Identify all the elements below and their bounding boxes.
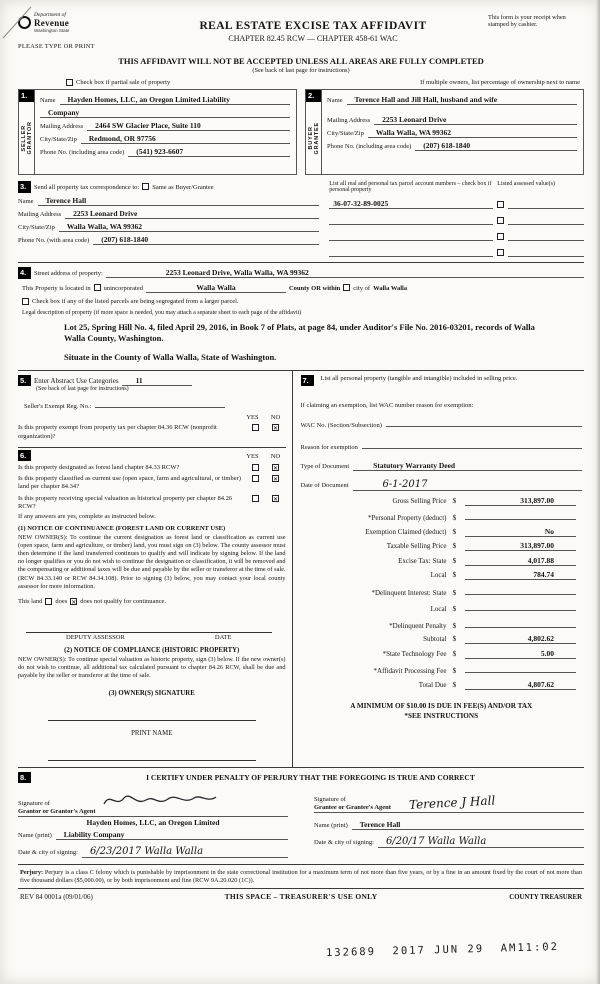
assessed-value-line xyxy=(508,247,584,257)
form-subtitle: CHAPTER 82.45 RCW — CHAPTER 458-61 WAC xyxy=(228,34,398,43)
buyer-csz-row xyxy=(327,128,577,138)
wac-row xyxy=(301,417,583,429)
doc-type-value: Statutory Warranty Deed xyxy=(353,461,582,471)
money-row-gross xyxy=(301,496,583,506)
parcel-number-line xyxy=(329,215,493,225)
buyer-word: BUYER xyxy=(307,126,314,150)
historic-no-checkbox: ✕ xyxy=(273,495,279,503)
seller-address-value: 2464 SW Glacier Place, Suite 110 xyxy=(87,121,290,131)
buyer-csz-label: City/State/Zip xyxy=(327,130,364,137)
grantee-signature xyxy=(395,794,584,812)
notice2-text: NEW OWNER(S): To continue special valuation as historic property, sign (3) below. If the new owner(s) do not wish to continue, all additional tax calculated pursuant to chapter 84.26 RCW, shall be due and payable by the seller or transferor at the time of sale. xyxy=(18,655,286,680)
header-left xyxy=(18,12,138,50)
forest-yes-cell xyxy=(246,464,266,471)
seller-name-value: Hayden Homes, LLC, an Oregon Limited Liability xyxy=(60,95,290,105)
subtotal-value: 4,802.62 xyxy=(465,634,577,644)
no-header: NO xyxy=(270,414,281,422)
left-column xyxy=(18,371,293,767)
personal-property-checkbox xyxy=(497,233,504,240)
affidavit-processing-fee-label: *Affidavit Processing Fee xyxy=(373,667,447,676)
forest-question-row xyxy=(18,464,286,472)
county-treasurer-label: COUNTY TREASURER xyxy=(509,894,582,902)
corr-phone-row xyxy=(18,235,319,245)
grantee-signature-label xyxy=(314,796,391,812)
seller-phone-label: Phone No. (including area code) xyxy=(40,149,125,156)
deputy-labels xyxy=(18,633,286,641)
parcel-number-line xyxy=(329,247,493,257)
section-2-number: 2. xyxy=(306,90,321,102)
see-instructions: *SEE INSTRUCTIONS xyxy=(404,711,479,720)
currency-sign: $ xyxy=(452,679,457,689)
top-row xyxy=(66,79,580,86)
middle-columns xyxy=(18,371,584,768)
partial-sale xyxy=(66,79,170,86)
assessed-value-line xyxy=(508,231,584,241)
grantee-word: GRANTEE xyxy=(313,121,320,154)
taxable-label: Taxable Selling Price xyxy=(386,542,447,551)
forest-yes-checkbox xyxy=(252,464,259,471)
located-mid: County OR within xyxy=(288,284,341,292)
forest-no-cell xyxy=(266,464,286,471)
exempt-yes-cell xyxy=(246,424,266,431)
corr-address-row xyxy=(18,209,319,219)
located-pre: This Property is located in xyxy=(22,284,91,292)
situate-text: Situate in the County of Walla Walla, State of Washington. xyxy=(64,352,277,363)
grantor-date-row xyxy=(18,846,288,858)
money-row-penalty xyxy=(301,618,583,630)
segregate-checkbox xyxy=(22,298,29,305)
currency-sign: $ xyxy=(452,620,457,630)
section-6-header xyxy=(18,450,286,462)
currency-sign: $ xyxy=(452,555,457,565)
grantee-name-print-value: Terence Hall xyxy=(352,820,584,830)
money-row-processing-fee xyxy=(301,663,583,675)
exempt-yes-checkbox xyxy=(252,424,259,431)
buyer-address-row xyxy=(327,115,577,125)
parcel-row xyxy=(329,231,584,241)
section-5-number: 5. xyxy=(18,375,31,387)
form-rev-number: REV 84 0001a (09/01/06) xyxy=(20,893,93,902)
grantor-date-label: Date & city of signing: xyxy=(18,849,78,856)
grantee-signature-row xyxy=(314,789,584,813)
seller-csz-row xyxy=(40,134,290,144)
section-4 xyxy=(18,263,584,371)
seller-address-label: Mailing Address xyxy=(40,123,84,130)
section-3 xyxy=(18,181,584,263)
personal-property-checkbox xyxy=(497,201,504,208)
current-use-no-cell xyxy=(266,475,286,482)
grantee-signature-text: Terence J Hall xyxy=(408,793,496,812)
exempt-no-checkbox: ✕ xyxy=(273,425,279,433)
legal-description-text: Lot 25, Spring Hill No. 4, filed April 29, 2016, in Book 7 of Plats, at page 84, under Auditor's File No. 2016-03201, records of Walla Walla County, Washington. xyxy=(64,321,535,343)
current-use-yes-checkbox xyxy=(252,475,259,482)
historic-yes-checkbox xyxy=(252,495,259,502)
unincorporated-label: unincorporated xyxy=(103,284,143,292)
section-7-number: 7. xyxy=(301,375,314,387)
parcel-row xyxy=(329,247,584,257)
corr-csz-row xyxy=(18,222,319,232)
city-checkbox xyxy=(343,284,350,291)
currency-sign: $ xyxy=(452,666,457,676)
seller-fields xyxy=(35,90,296,174)
delinquent-interest-local-label: Local xyxy=(430,605,447,614)
section-8-header xyxy=(18,772,584,784)
state-tech-fee-label: *State Technology Fee xyxy=(382,649,447,658)
section-3-parcels xyxy=(329,181,584,257)
section-8-number: 8. xyxy=(18,772,31,784)
grantee-date-value: 6/20/17 Walla Walla xyxy=(378,836,584,848)
wac-value xyxy=(386,417,582,427)
section-6-note: If any answers are yes, complete as instructed below. xyxy=(18,512,156,520)
excise-local-label: Local xyxy=(430,571,447,580)
logo-text xyxy=(34,12,69,33)
deputy-assessor-label: DEPUTY ASSESSOR xyxy=(66,633,125,641)
does-not-label: does not qualify for continuance. xyxy=(80,597,167,605)
section-5 xyxy=(18,375,286,441)
gross-value: 313,897.00 xyxy=(465,496,577,506)
corr-phone-value: (207) 618-1840 xyxy=(93,235,319,245)
corr-name-value: Terence Hall xyxy=(38,196,320,206)
parcel-number-value: 36-07-32-89-0025 xyxy=(329,199,493,209)
located-row xyxy=(22,283,584,293)
receipt-note: This form is your receipt when stamped by cashier. xyxy=(488,14,566,28)
unincorporated-checkbox xyxy=(94,284,101,291)
section-6-number: 6. xyxy=(18,450,31,462)
exemption-intro: If claiming an exemption, list WAC number reason for exemption: xyxy=(300,402,474,410)
doc-type-row xyxy=(301,461,583,471)
grantor-signature-label xyxy=(18,800,96,816)
doc-date-value: 6-1-2017 xyxy=(353,479,582,491)
grantor-sig-label-line2: Grantor or Grantor's Agent xyxy=(18,807,96,815)
minimum-note: A MINIMUM OF $10.00 IS DUE IN FEE(S) AND/OR TAX xyxy=(350,701,533,710)
grantor-name-overflow: Hayden Homes, LLC, an Oregon Limited xyxy=(86,818,220,827)
buyer-address-label: Mailing Address xyxy=(327,117,371,124)
exempt-question-row xyxy=(18,424,286,440)
owners-signature-line xyxy=(48,709,256,721)
money-row-personal xyxy=(301,510,583,522)
forest-no-checkbox: ✕ xyxy=(273,465,279,473)
delinquent-interest-state-label: *Delinquent Interest: State xyxy=(371,588,447,597)
grantor-name-print-row xyxy=(18,830,288,840)
seller-name-row2 xyxy=(40,108,290,118)
scan-edge-artifact xyxy=(596,0,600,984)
state-tech-fee-value: 5.00 xyxy=(465,649,577,659)
seller-word: SELLER xyxy=(20,124,27,151)
money-row-excise-local xyxy=(301,570,583,580)
perjury-note xyxy=(18,865,584,888)
subtotal-label: Subtotal xyxy=(423,635,447,644)
revenue-logo xyxy=(18,12,138,33)
buyer-address-value: 2253 Leonard Drive xyxy=(374,115,577,125)
corr-address-label: Mailing Address xyxy=(18,210,62,218)
no-header: NO xyxy=(270,452,281,460)
signature-columns xyxy=(18,789,584,858)
money-row-excise-state xyxy=(301,556,583,566)
currency-sign: $ xyxy=(452,634,457,644)
reason-row xyxy=(301,439,583,451)
grantee-sig-label-line2: Grantee or Grantee's Agent xyxy=(314,803,391,811)
historic-question-row xyxy=(18,495,286,511)
segregate-row xyxy=(22,298,584,305)
header xyxy=(18,12,584,50)
grantee-date-row xyxy=(314,836,584,848)
grantor-signature-row xyxy=(18,789,288,817)
personal-property-checkbox xyxy=(497,249,504,256)
currency-sign: $ xyxy=(452,604,457,614)
does-checkbox xyxy=(45,598,52,605)
current-use-no-checkbox: ✕ xyxy=(273,476,279,484)
grantee-name-print-row xyxy=(314,820,584,830)
continuance-row xyxy=(18,598,286,605)
corr-phone-label: Phone No. (with area code) xyxy=(18,236,90,244)
forest-question-text: Is this property designated as forest land chapter 84.33 RCW? xyxy=(18,464,180,472)
see-back-note: (See back of last page for instructions) xyxy=(252,67,350,74)
buyer-csz-value: Walla Walla, WA 99362 xyxy=(368,128,577,138)
seller-address-row xyxy=(40,121,290,131)
notice1-title: (1) NOTICE OF CONTINUANCE (FOREST LAND OR CURRENT USE) xyxy=(18,524,226,532)
current-use-yes-cell xyxy=(246,475,266,482)
does-not-checkbox: ✕ xyxy=(71,598,77,606)
buyer-side-band xyxy=(306,90,322,174)
personal-property-row xyxy=(301,375,583,387)
seller-csz-label: City/State/Zip xyxy=(40,136,77,143)
buyer-vertical-label xyxy=(306,102,321,175)
segregate-label: Check box if any of the listed parcels are being segregated from a larger parcel. xyxy=(32,297,239,305)
exempt-reg-row xyxy=(24,398,225,410)
owners-signature-title: (3) OWNER(S) SIGNATURE xyxy=(108,689,195,697)
corr-address-value: 2253 Leonard Drive xyxy=(65,209,319,219)
perjury-label: Perjury: xyxy=(20,869,44,876)
legal-description-label: Legal description of property (if more space is needed, you may attach a separate sheet to each page of the affidavit) xyxy=(22,309,302,316)
please-type-or-print: PLEASE TYPE OR PRINT xyxy=(18,43,95,50)
personal-deduct-value xyxy=(465,510,577,520)
exemption-claimed-label: Exemption Claimed (deduct) xyxy=(365,527,447,536)
section-6 xyxy=(18,450,286,761)
abstract-value: 11 xyxy=(122,376,192,386)
assessed-header: Listed assessed value(s) xyxy=(497,181,555,187)
seller-phone-value: (541) 923-6607 xyxy=(128,147,290,157)
doc-date-row xyxy=(301,479,583,491)
grantor-word: GRANTOR xyxy=(26,121,33,155)
print-name-line xyxy=(48,749,256,761)
section-5-see-back: (See back of last page for instructions) xyxy=(36,386,129,393)
partial-sale-checkbox xyxy=(66,79,73,86)
grantee-signature-block xyxy=(314,789,584,858)
date-label: DATE xyxy=(214,633,232,641)
exempt-question-text: Is this property exempt from property tax per chapter 84.36 RCW (nonprofit organization)? xyxy=(18,424,217,440)
header-center xyxy=(138,12,488,43)
seller-phone-row xyxy=(40,147,290,157)
land-pre: This land xyxy=(18,597,43,605)
buyer-name-row xyxy=(327,95,577,105)
wac-label: WAC No. (Section/Subsection) xyxy=(300,422,382,430)
section-4-number: 4. xyxy=(18,267,31,279)
excise-state-value: 4,017.88 xyxy=(465,556,577,566)
total-due-value: 4,807.62 xyxy=(465,680,577,690)
abstract-row xyxy=(18,375,286,387)
section-1-number: 1. xyxy=(19,90,34,102)
buyer-name-label: Name xyxy=(327,97,343,104)
section-1-seller xyxy=(18,89,297,175)
taxable-value: 313,897.00 xyxy=(465,541,577,551)
section-2-buyer xyxy=(305,89,584,175)
multiple-owners-note: If multiple owners, list percentage of ownership next to name xyxy=(420,79,580,86)
gross-label: Gross Selling Price xyxy=(392,496,447,505)
form-title: REAL ESTATE EXCISE TAX AFFIDAVIT xyxy=(199,20,427,32)
certify-text: I CERTIFY UNDER PENALTY OF PERJURY THAT THE FOREGOING IS TRUE AND CORRECT xyxy=(146,772,475,782)
partial-sale-label: Check box if partial sale of property xyxy=(76,79,171,86)
corr-csz-label: City/State/Zip xyxy=(18,223,55,231)
buyer-phone-label: Phone No. (including area code) xyxy=(327,143,412,150)
seller-name-label: Name xyxy=(40,97,56,104)
grantee-sig-label-line1: Signature of xyxy=(314,795,346,803)
street-address-label: Street address of property: xyxy=(34,270,103,277)
seller-name-value2: Company xyxy=(40,108,290,118)
section-3-number: 3. xyxy=(18,181,31,193)
parcel-row xyxy=(329,215,584,225)
currency-sign: $ xyxy=(452,648,457,658)
reason-value xyxy=(362,439,582,449)
grantor-signature xyxy=(100,789,288,816)
money-row-total xyxy=(301,680,583,690)
correspondence-intro: Send all property tax correspondence to: xyxy=(34,184,140,191)
doc-type-label: Type of Document xyxy=(300,463,350,471)
grantor-name-print-label: Name (print) xyxy=(18,832,52,839)
currency-sign: $ xyxy=(452,541,457,551)
yes-header: YES xyxy=(246,452,259,460)
section-3-intro-row xyxy=(18,181,319,193)
exemption-claimed-value: No xyxy=(465,527,577,537)
perjury-text: Perjury is a class C felony which is punishable by imprisonment in the state correctional institution for a maximum term of not more than five years, or by a fine in an amount fixed by the court of not more than five thousand dollars ($5,000.00), or by both imprisonment and fine (RCW 9A.20.020 (1C)). xyxy=(20,869,583,885)
delinquent-penalty-value xyxy=(465,618,577,628)
current-use-question-text: Is this property classified as current use (open space, farm and agricultural, or timber) land per chapter 84.34? xyxy=(18,475,241,491)
assessed-value-line xyxy=(508,215,584,225)
money-row-subtotal xyxy=(301,634,583,644)
section-5-yn-header xyxy=(18,414,286,421)
deputy-assessor-line xyxy=(26,621,272,633)
city-label: city of xyxy=(353,284,371,292)
section-5-6-divider xyxy=(18,447,286,448)
money-row-delinquent-local xyxy=(301,601,583,613)
buyer-fields xyxy=(322,90,583,174)
county-value: Walla Walla xyxy=(146,283,286,293)
excise-state-label: Excise Tax: State xyxy=(398,556,447,565)
reason-label: Reason for exemption xyxy=(300,444,358,452)
seller-csz-value: Redmond, OR 97756 xyxy=(81,134,290,144)
notice1-text: NEW OWNER(S): To continue the current designation as forest land or classification as current use (open space, farm and agriculture, or timber) land, you must sign on (3) below. The county assessor must then determine if the land transferred continues to qualify and will indicate by signing below. If the land no longer qualifies or you do not wish to continue the designation or classification, it will be removed and the compensating or additional taxes will be due and payable by the seller or transferor at the time of sale. (RCW 84.33.140 or RCW 84.34.108). Prior to signing (3) below, you may contact your local county assessor for more information. xyxy=(18,533,286,590)
exempt-reg-label: Seller's Exempt Reg. No.: xyxy=(24,403,92,411)
buyer-phone-row xyxy=(327,141,577,151)
parcel-number-line xyxy=(329,231,493,241)
assessed-value-line xyxy=(508,199,584,209)
current-use-question-row xyxy=(18,475,286,491)
abstract-label: Enter Abstract Use Categories xyxy=(34,376,119,385)
yes-header: YES xyxy=(246,414,259,422)
grantor-sig-label-line1: Signature of xyxy=(18,799,50,807)
delinquent-penalty-label: *Delinquent Penalty xyxy=(389,621,447,630)
personal-deduct-label: *Personal Property (deduct) xyxy=(367,514,447,523)
logo-state-text: Washington State xyxy=(34,28,70,33)
parcel-headers xyxy=(329,181,584,193)
buyer-phone-value: (207) 618-1840 xyxy=(415,141,577,151)
section-7 xyxy=(293,371,585,767)
historic-no-cell xyxy=(266,495,286,502)
section-3-correspondence xyxy=(18,181,329,257)
parcel-header: List all real and personal tax parcel account numbers – check box if personal property xyxy=(329,181,492,193)
print-name-label: PRINT NAME xyxy=(131,729,173,737)
excise-local-value: 784.74 xyxy=(465,570,577,580)
grantor-name-print-value: Liability Company xyxy=(56,830,288,840)
money-row-delinquent-state xyxy=(301,585,583,597)
grantor-date-value: 6/23/2017 Walla Walla xyxy=(82,846,288,858)
currency-sign: $ xyxy=(452,587,457,597)
logo-revenue-text: Revenue xyxy=(34,18,70,28)
logo-dept-text: Department of xyxy=(34,12,66,18)
street-address-value: 2253 Leonard Drive, Walla Walla, WA 99362 xyxy=(106,268,584,278)
historic-question-text: Is this property receiving special valuation as historical property per chapter 84.26 RCW? xyxy=(18,494,233,510)
currency-sign: $ xyxy=(452,570,457,580)
personal-property-label: List all personal property (tangible and intangible) included in selling price. xyxy=(320,374,518,382)
parties xyxy=(18,89,584,175)
seller-vertical-label xyxy=(19,102,34,175)
seller-side-band xyxy=(19,90,35,174)
buyer-name-value: Terence Hall and Jill Hall, husband and wife xyxy=(347,95,577,105)
same-as-buyer-checkbox xyxy=(142,183,149,190)
affidavit-processing-fee-value xyxy=(465,663,577,673)
corr-name-row xyxy=(18,196,319,206)
grantor-signature-block xyxy=(18,789,288,858)
street-address-row xyxy=(18,267,584,279)
city-value: Walla Walla xyxy=(373,284,408,292)
treasurer-space-label: THIS SPACE – TREASURER'S USE ONLY xyxy=(224,892,378,902)
exempt-reg-value xyxy=(95,398,224,408)
warning-line: THIS AFFIDAVIT WILL NOT BE ACCEPTED UNLESS ALL AREAS ARE FULLY COMPLETED xyxy=(118,56,484,66)
grantor-signature-squiggle xyxy=(100,789,220,811)
exempt-no-cell xyxy=(266,424,286,431)
seller-name-row xyxy=(40,95,290,105)
footer xyxy=(18,888,584,904)
currency-sign: $ xyxy=(452,526,457,536)
cashier-date-stamp: 132689 2017 JUN 29 AM11:02 xyxy=(325,940,560,960)
corr-name-label: Name xyxy=(18,197,34,205)
total-due-label: Total Due xyxy=(418,680,447,689)
section-8 xyxy=(18,768,584,866)
personal-property-checkbox xyxy=(497,217,504,224)
money-row-exemption xyxy=(301,527,583,537)
grantee-date-label: Date & city of signing: xyxy=(314,839,374,846)
does-label: does xyxy=(55,597,68,605)
delinquent-interest-local-value xyxy=(465,601,577,611)
currency-sign: $ xyxy=(452,513,457,523)
grantee-name-print-label: Name (print) xyxy=(314,822,348,829)
currency-sign: $ xyxy=(452,495,457,505)
delinquent-interest-state-value xyxy=(465,585,577,595)
same-as-buyer-label: Same as Buyer/Grantee xyxy=(152,184,214,191)
historic-yes-cell xyxy=(246,495,266,502)
parcel-row xyxy=(329,199,584,209)
corr-csz-value: Walla Walla, WA 99362 xyxy=(59,222,319,232)
money-row-tech-fee xyxy=(301,649,583,659)
notice2-title: (2) NOTICE OF COMPLIANCE (HISTORIC PROPERTY) xyxy=(64,646,240,654)
money-row-taxable xyxy=(301,541,583,551)
doc-date-label: Date of Document xyxy=(300,482,349,490)
